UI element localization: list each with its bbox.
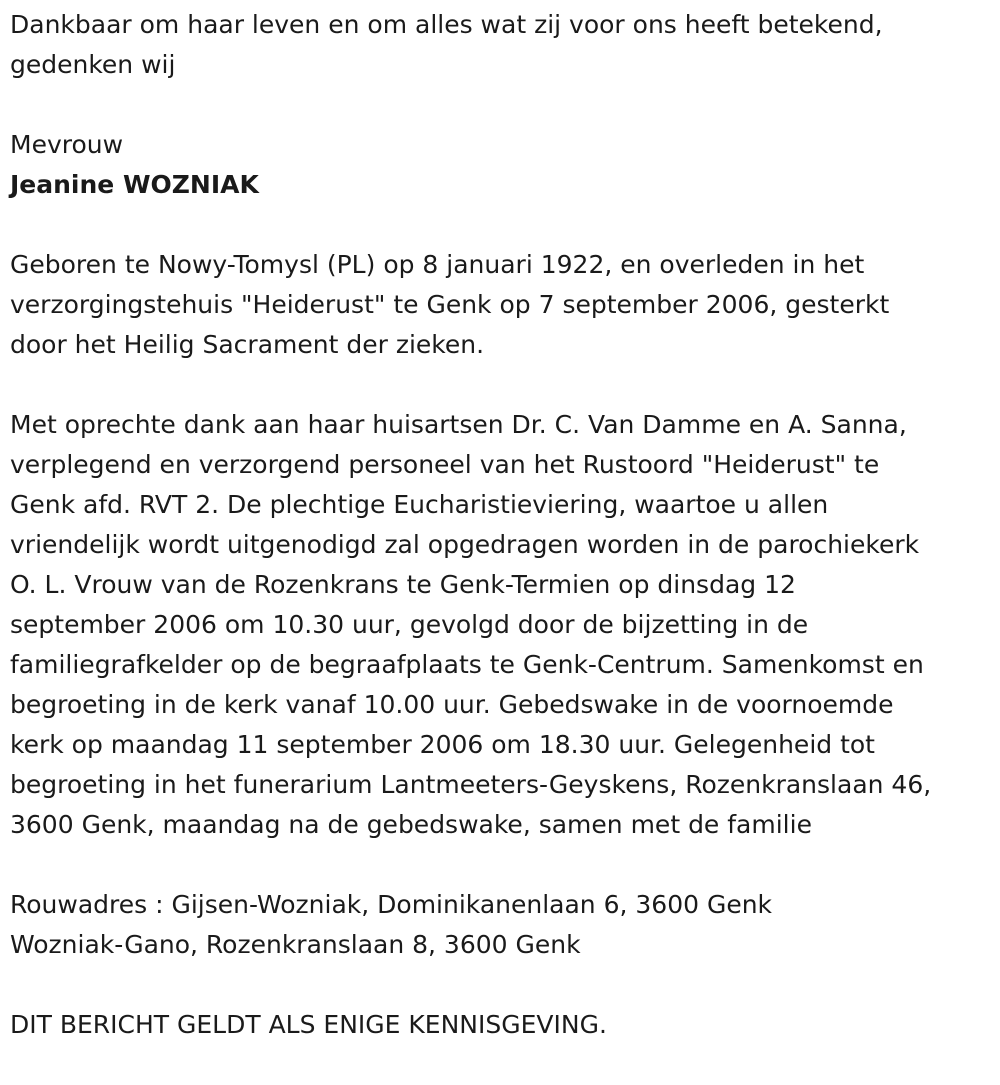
address-line: Rouwadres : Gijsen-Wozniak, Dominikanenlaan 6, 3600 Genk	[10, 890, 773, 919]
notice-paragraph	[10, 1005, 995, 1045]
ceremony-line: vriendelijk wordt uitgenodigd zal opgedragen worden in de parochiekerk	[10, 530, 920, 559]
birth-death-paragraph	[10, 245, 995, 365]
ceremony-line: september 2006 om 10.30 uur, gevolgd door de bijzetting in de	[10, 610, 809, 639]
notice-text: DIT BERICHT GELDT ALS ENIGE KENNISGEVING.	[10, 1010, 607, 1039]
ceremony-line: O. L. Vrouw van de Rozenkrans te Genk-Termien op dinsdag 12	[10, 570, 796, 599]
deceased-name: Jeanine WOZNIAK	[10, 170, 259, 199]
intro-paragraph	[10, 5, 995, 85]
obituary-document	[10, 5, 995, 1085]
ceremony-line: familiegrafkelder op de begraafplaats te Genk-Centrum. Samenkomst en	[10, 650, 924, 679]
deceased-title: Mevrouw	[10, 130, 124, 159]
address-line: Wozniak-Gano, Rozenkranslaan 8, 3600 Genk	[10, 930, 581, 959]
addresses-paragraph	[10, 885, 995, 965]
deceased-block	[10, 125, 995, 205]
ceremony-line: 3600 Genk, maandag na de gebedswake, samen met de familie	[10, 810, 812, 839]
birth-death-line: verzorgingstehuis "Heiderust" te Genk op 7 september 2006, gesterkt	[10, 290, 890, 319]
birth-death-line: door het Heilig Sacrament der zieken.	[10, 330, 485, 359]
intro-line: Dankbaar om haar leven en om alles wat zij voor ons heeft betekend,	[10, 10, 883, 39]
ceremony-line: begroeting in het funerarium Lantmeeters-Geyskens, Rozenkranslaan 46,	[10, 770, 932, 799]
ceremony-line: Met oprechte dank aan haar huisartsen Dr. C. Van Damme en A. Sanna,	[10, 410, 907, 439]
birth-death-line: Geboren te Nowy-Tomysl (PL) op 8 januari 1922, en overleden in het	[10, 250, 865, 279]
ceremony-line: verplegend en verzorgend personeel van het Rustoord "Heiderust" te	[10, 450, 880, 479]
ceremony-paragraph	[10, 405, 995, 845]
ceremony-line: begroeting in de kerk vanaf 10.00 uur. Gebedswake in de voornoemde	[10, 690, 894, 719]
intro-line: gedenken wij	[10, 50, 176, 79]
ceremony-line: Genk afd. RVT 2. De plechtige Eucharistieviering, waartoe u allen	[10, 490, 829, 519]
ceremony-line: kerk op maandag 11 september 2006 om 18.30 uur. Gelegenheid tot	[10, 730, 875, 759]
